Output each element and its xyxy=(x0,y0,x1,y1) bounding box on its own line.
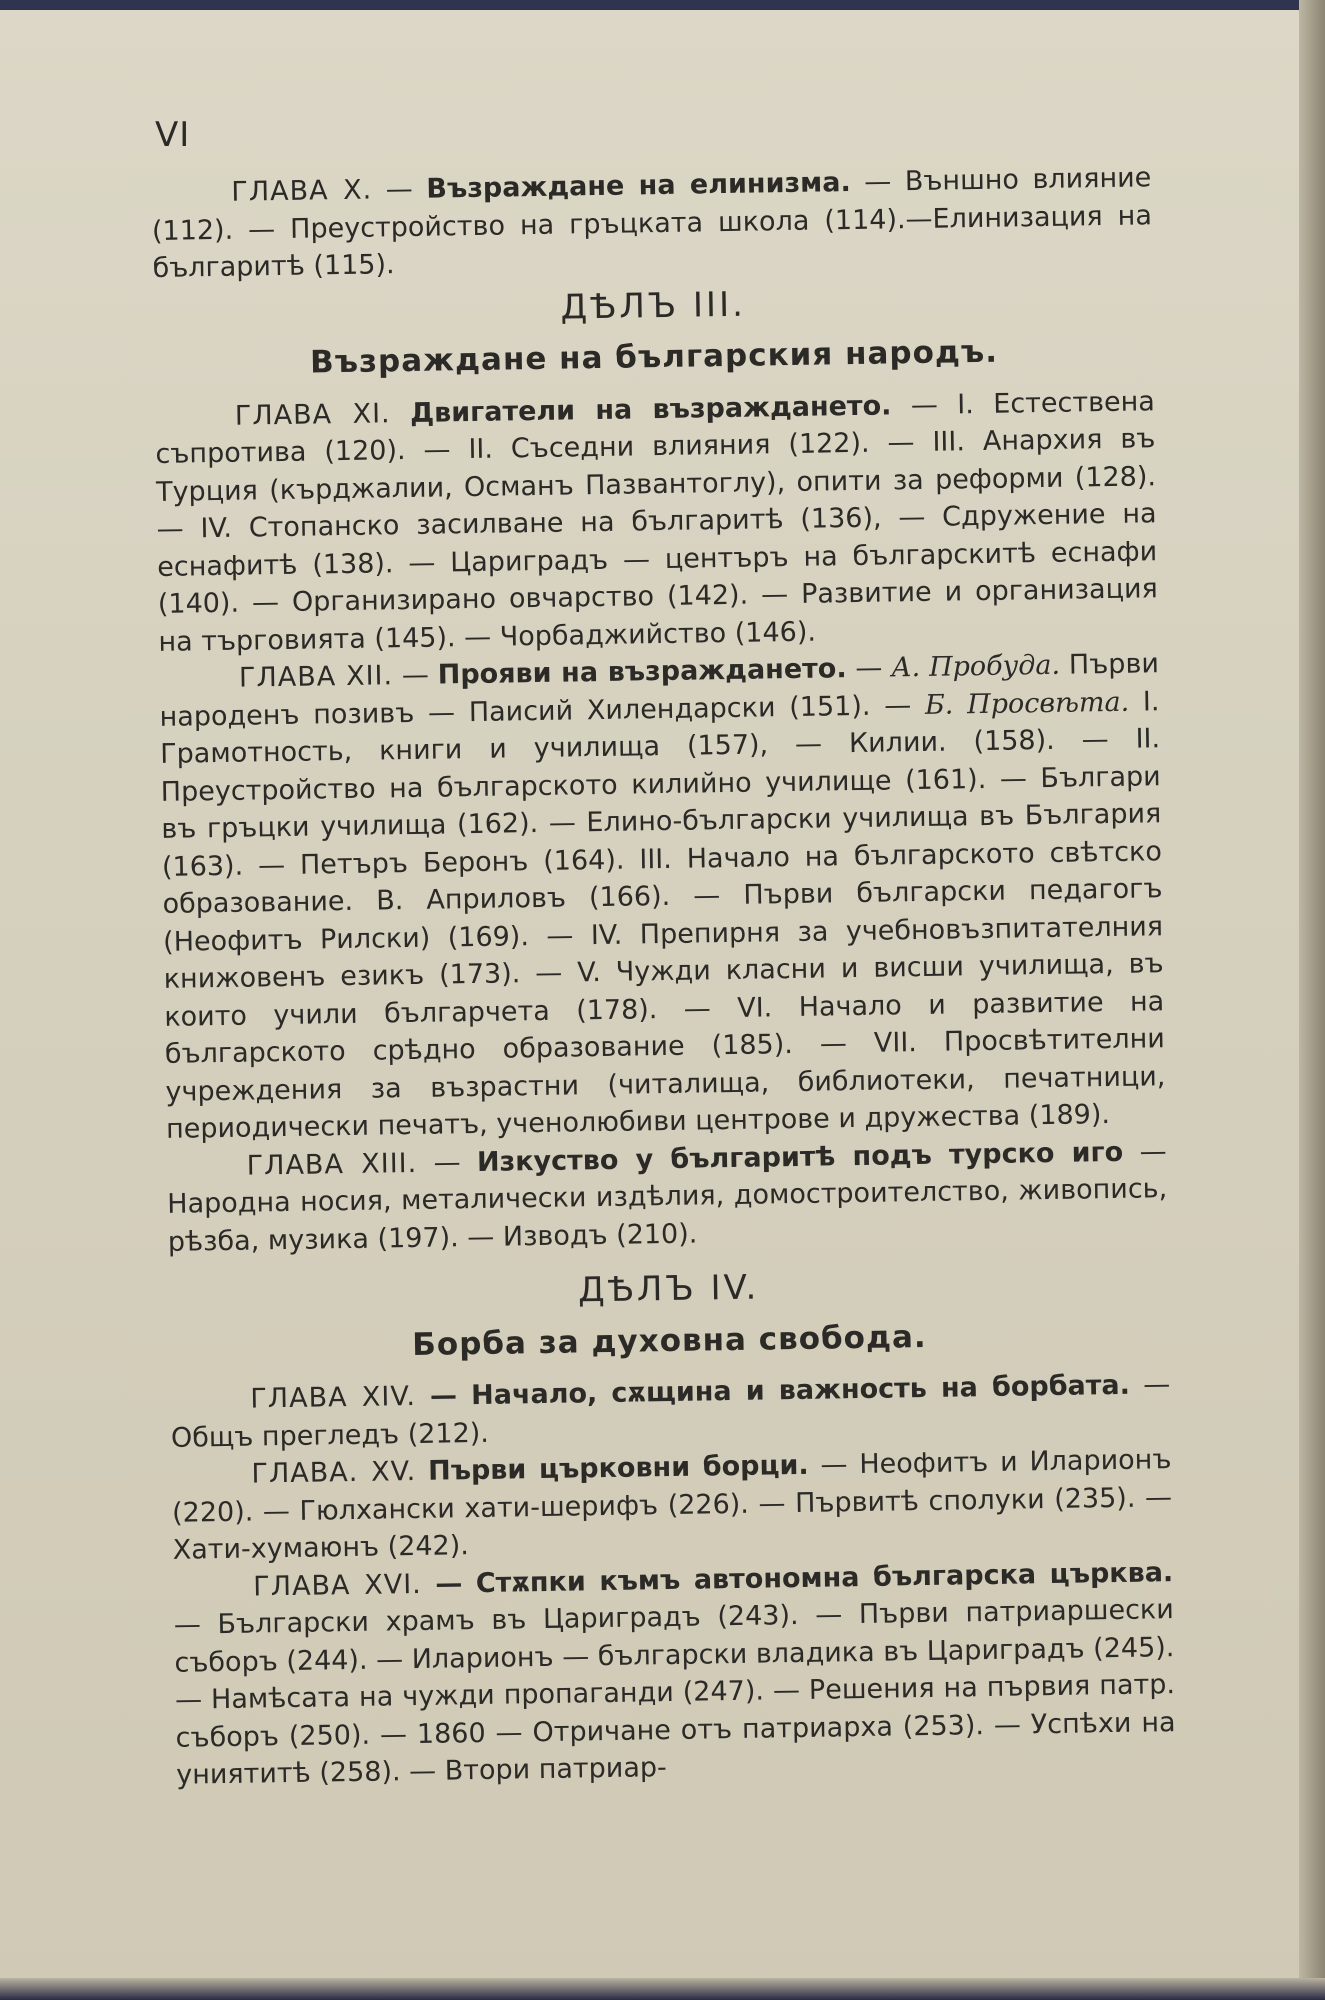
chapter-contents: Първи народенъ позивъ — Паисий Хилендарски (151). — xyxy=(159,648,1160,733)
page-bottom-edge xyxy=(0,1978,1325,2000)
chapter-contents: — Неофитъ и Иларионъ (220). — Гюлхански хати-шерифъ (226). — Първитѣ сполуки (235). — Хати-хумаюнъ (242). xyxy=(171,1444,1173,1566)
chapter-label: ГЛАВА. XV. xyxy=(251,1455,417,1490)
part-4-label: ДѢЛЪ IV. xyxy=(577,1267,760,1311)
chapter-12-entry: ГЛАВА XII. — Прояви на възраждането. — А. Пробуда. Първи народенъ позивъ — Паисий Хилендарски (151). — Б. Просвѣта. I. Грамотность, книги и училища (157), — Килии. (158). — II. Преустройство на българското килийно училище (161). — Българи въ гръцки училища (162). — Елино-български училища въ България (163). — Петъръ Беронъ (164). III. Начало на българското свѣтско образование. В. Априловъ (166). — Първи български педагогъ (Неофитъ Рилски) (169). — IV. Препирня за учебновъзпитателния книжовенъ езикъ (173). — V. Чужди класни и висши училища, въ които учили българчета (178). — VI. Начало и развитие на българското срѣдно образование (185). — VII. Просвѣтителни учреждения за възрастни (читалища, библиотеки, печатници, периодически печатъ, ученолюбиви центрове и дружества (189). xyxy=(159,648,1166,1145)
page-number: VI xyxy=(155,115,191,155)
page-edge-shadow xyxy=(1299,0,1325,2000)
chapter-16-entry xyxy=(173,1554,1176,1795)
section-heading: Б. Просвѣта. xyxy=(924,686,1130,721)
chapter-10-entry: ГЛАВА X. — Възраждане на елинизма. — Външно влияние (112). — Преустройство на гръцката школа (114).—Елинизация на българитѣ (115). xyxy=(151,162,1153,284)
chapter-contents: — Общъ прегледъ (212). xyxy=(170,1369,1171,1454)
chapter-title: Първи църковни борци. xyxy=(427,1449,809,1487)
chapter-title: Двигатели на възраждането. xyxy=(409,389,892,429)
part-3-title: Възраждане на българския народъ. xyxy=(309,333,999,381)
part-3-label: ДѢЛЪ III. xyxy=(560,284,747,328)
chapter-13-entry: ГЛАВА XIII. — Изкуство у българитѣ подъ турско иго — Народна носия, металически издѣлия, домостроителство, живопись, рѣзба, музика (197). — Изводъ (210). xyxy=(167,1135,1168,1258)
chapter-contents: — I. Естествена съпротива (120). — II. Съседни влияния (122). — III. Анархия въ Турция (кърджалии, Османъ Пазвантоглу), опити за реформи (128). — IV. Стопанско засилване на българитѣ (136), — Сдружение на еснафитѣ (138). — Цариградъ — центъръ на българскитѣ еснафи (140). — Организирано овчарство (142). — Развитие и организация на търговията (145). — Чорбаджийство (146). xyxy=(155,385,1158,658)
chapter-label: ГЛАВА XI. xyxy=(234,397,391,432)
chapter-label: ГЛАВА XII. xyxy=(238,660,394,694)
table-of-contents xyxy=(150,89,1176,1794)
chapter-label: ГЛАВА XIV. xyxy=(250,1380,417,1415)
chapter-contents: I. Грамотность, книги и училища (157), — Килии. (158). — II. Преустройство на българското килийно училище (161). — Българи въ гръцки училища (162). — Елино-български училища въ България (163). — Петъръ Беронъ (164). III. Начало на българското свѣтско образование. В. Априловъ (166). — Първи български педагогъ (Неофитъ Рилски) (169). — IV. Препирня за учебновъзпитателния книжовенъ езикъ (173). — V. Чужди класни и висши училища, въ които учили българчета (178). — VI. Начало и развитие на българското срѣдно образование (185). — VII. Просвѣтителни учреждения за възрастни (читалища, библиотеки, печатници, периодически печатъ, ученолюбиви центрове и дружества (189). xyxy=(159,685,1166,1145)
section-heading: А. Пробуда. xyxy=(890,649,1061,684)
chapter-title: — Стѫпки къмъ автономна българска църква. xyxy=(421,1556,1174,1600)
chapter-title: Възраждане на елинизма. xyxy=(426,167,851,205)
chapter-contents: — Външно влияние (112). — Преустройство на гръцката школа (114).—Елинизация на българитѣ (115). xyxy=(151,162,1153,284)
part-4-title: Борба за духовна свобода. xyxy=(411,1318,927,1363)
book-cover-edge xyxy=(0,0,1325,10)
chapter-title: Прояви на възраждането. xyxy=(437,653,847,691)
chapter-label: ГЛАВА XVI. xyxy=(253,1568,422,1603)
chapter-contents: — Български храмъ въ Цариградъ (243). — Първи патриаршески съборъ (244). — Иларионъ — български владика въ Цариградъ (245). — Намѣсата на чужди пропаганди (247). — Решения на първия патр. съборъ (250). — 1860 — Отричане отъ патриарха (253). — Успѣхи на униятитѣ (258). — Втори патриар- xyxy=(173,1594,1176,1791)
chapter-contents: — Народна носия, металически издѣлия, домостроителство, живопись, рѣзба, музика (197). — Изводъ (210). xyxy=(167,1135,1168,1258)
chapter-title: Изкуство у българитѣ подъ турско иго xyxy=(476,1136,1124,1178)
chapter-label: ГЛАВА XIII. xyxy=(246,1147,418,1182)
chapter-15-entry xyxy=(171,1441,1173,1569)
chapter-label: ГЛАВА X. xyxy=(231,174,373,208)
chapter-11-entry xyxy=(155,383,1159,661)
chapter-title: — Начало, сѫщина и важность на борбата. xyxy=(415,1369,1131,1412)
